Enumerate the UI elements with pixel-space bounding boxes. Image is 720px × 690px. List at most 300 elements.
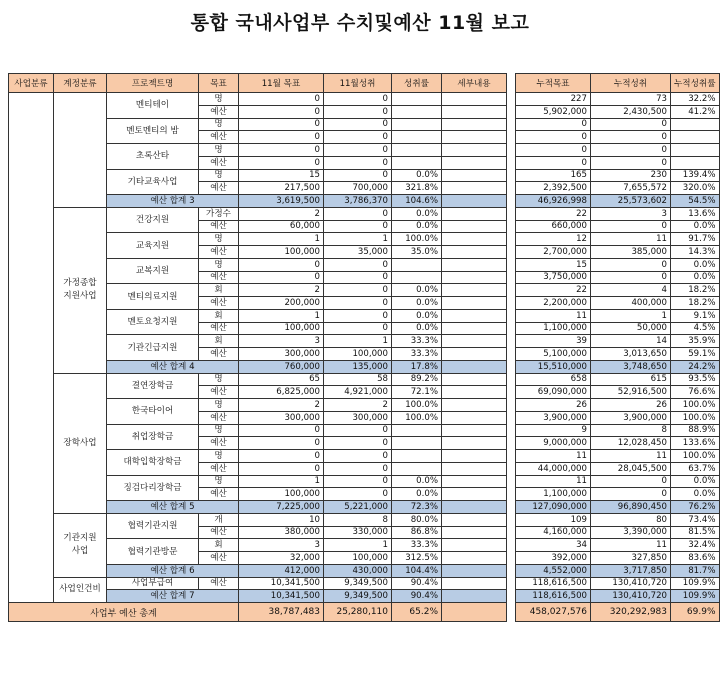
project-name: 사업부급여 bbox=[107, 577, 199, 590]
cum-achieved-cell: 4 bbox=[591, 284, 671, 297]
achieved-cell: 0 bbox=[324, 450, 392, 463]
cum-achieved-cell: 80 bbox=[591, 513, 671, 526]
cum-achieved-cell: 26 bbox=[591, 399, 671, 412]
cumulative-table bbox=[515, 73, 720, 622]
achieved-cell: 0 bbox=[324, 297, 392, 310]
cum-achieved-cell: 0 bbox=[591, 475, 671, 488]
achieved-cell: 9,349,500 bbox=[324, 577, 392, 590]
cum-goal-cell: 165 bbox=[516, 169, 591, 182]
grand-total-label: 사업부 예산 총계 bbox=[9, 603, 239, 622]
table-row bbox=[516, 399, 720, 412]
column-header: 사업분류 bbox=[9, 74, 54, 93]
cum-rate-cell: 63.7% bbox=[671, 462, 720, 475]
cum-achieved-cell: 3,390,000 bbox=[591, 526, 671, 539]
table-row bbox=[516, 169, 720, 182]
cum-goal-cell: 127,090,000 bbox=[516, 501, 591, 514]
unit-cell: 예산 bbox=[199, 437, 239, 450]
cum-goal-cell: 109 bbox=[516, 513, 591, 526]
unit-cell: 예산 bbox=[199, 348, 239, 361]
table-row bbox=[516, 488, 720, 501]
achieved-cell: 0 bbox=[324, 207, 392, 220]
unit-cell: 명 bbox=[199, 475, 239, 488]
unit-cell: 예산 bbox=[199, 271, 239, 284]
table-row bbox=[516, 552, 720, 565]
table-row bbox=[516, 322, 720, 335]
cum-achieved-cell: 1 bbox=[591, 309, 671, 322]
cum-goal-cell: 39 bbox=[516, 335, 591, 348]
cum-achieved-cell: 28,045,500 bbox=[591, 462, 671, 475]
column-header: 성취률 bbox=[392, 74, 442, 93]
detail-cell bbox=[442, 169, 507, 182]
goal-cell: 10,341,500 bbox=[239, 577, 324, 590]
account-category-cell: 장학사업 bbox=[54, 373, 107, 513]
table-row bbox=[516, 258, 720, 271]
cum-achieved-cell: 2,430,500 bbox=[591, 105, 671, 118]
cum-rate-cell: 100.0% bbox=[671, 399, 720, 412]
unit-cell: 예산 bbox=[199, 182, 239, 195]
achieved-cell: 0 bbox=[324, 93, 392, 106]
project-name: 협력기관방문 bbox=[107, 539, 199, 565]
cum-goal-cell: 9 bbox=[516, 424, 591, 437]
business-category-cell bbox=[9, 93, 54, 603]
unit-cell: 회 bbox=[199, 309, 239, 322]
table-row bbox=[516, 220, 720, 233]
unit-cell: 명 bbox=[199, 399, 239, 412]
rate-cell bbox=[392, 462, 442, 475]
detail-cell bbox=[442, 539, 507, 552]
project-name: 협력기관지원 bbox=[107, 513, 199, 539]
achieved-cell: 0 bbox=[324, 271, 392, 284]
table-row bbox=[516, 373, 720, 386]
detail-cell bbox=[442, 373, 507, 386]
rate-cell: 312.5% bbox=[392, 552, 442, 565]
cum-achieved-cell: 0 bbox=[591, 131, 671, 144]
achieved-cell: 0 bbox=[324, 169, 392, 182]
unit-cell: 예산 bbox=[199, 131, 239, 144]
detail-cell bbox=[442, 564, 507, 577]
table-row bbox=[9, 93, 507, 106]
table-row bbox=[9, 207, 507, 220]
account-category-cell bbox=[54, 93, 107, 208]
detail-cell bbox=[442, 309, 507, 322]
table-row bbox=[516, 526, 720, 539]
cum-goal-cell: 22 bbox=[516, 284, 591, 297]
detail-cell bbox=[442, 93, 507, 106]
cum-achieved-cell: 3 bbox=[591, 207, 671, 220]
goal-cell: 60,000 bbox=[239, 220, 324, 233]
detail-cell bbox=[442, 411, 507, 424]
project-name: 교육지원 bbox=[107, 233, 199, 259]
monthly-table bbox=[8, 73, 507, 622]
rate-cell: 90.4% bbox=[392, 590, 442, 603]
achieved-cell: 700,000 bbox=[324, 182, 392, 195]
unit-cell: 명 bbox=[199, 233, 239, 246]
rate-cell: 100.0% bbox=[392, 233, 442, 246]
unit-cell: 가정수 bbox=[199, 207, 239, 220]
achieved-cell: 0 bbox=[324, 220, 392, 233]
goal-cell: 2 bbox=[239, 207, 324, 220]
table-row bbox=[516, 246, 720, 259]
rate-cell: 0.0% bbox=[392, 297, 442, 310]
detail-cell bbox=[442, 386, 507, 399]
cum-rate-cell: 100.0% bbox=[671, 450, 720, 463]
rate-cell: 86.8% bbox=[392, 526, 442, 539]
achieved-cell: 0 bbox=[324, 488, 392, 501]
cum-rate-cell: 13.6% bbox=[671, 207, 720, 220]
cum-goal-cell: 11 bbox=[516, 450, 591, 463]
achieved-cell: 9,349,500 bbox=[324, 590, 392, 603]
goal-cell: 0 bbox=[239, 258, 324, 271]
cum-goal-cell: 2,392,500 bbox=[516, 182, 591, 195]
unit-cell: 예산 bbox=[199, 386, 239, 399]
achieved-cell: 4,921,000 bbox=[324, 386, 392, 399]
achieved-cell: 100,000 bbox=[324, 348, 392, 361]
cum-achieved-cell: 0 bbox=[591, 271, 671, 284]
cum-achieved-cell: 3,900,000 bbox=[591, 411, 671, 424]
goal-cell: 10 bbox=[239, 513, 324, 526]
detail-cell bbox=[442, 348, 507, 361]
achieved-cell: 0 bbox=[324, 437, 392, 450]
cum-rate-cell: 81.7% bbox=[671, 564, 720, 577]
achieved-cell: 0 bbox=[324, 118, 392, 131]
cum-goal-cell: 4,552,000 bbox=[516, 564, 591, 577]
cum-goal-cell: 12 bbox=[516, 233, 591, 246]
cum-goal-cell: 1,100,000 bbox=[516, 488, 591, 501]
cum-goal-cell: 2,200,000 bbox=[516, 297, 591, 310]
subtotal-row bbox=[516, 590, 720, 603]
unit-cell: 예산 bbox=[199, 322, 239, 335]
goal-cell: 1 bbox=[239, 475, 324, 488]
cum-achieved-cell: 8 bbox=[591, 424, 671, 437]
column-header: 누적목표 bbox=[516, 74, 591, 93]
detail-cell bbox=[442, 488, 507, 501]
cum-goal-cell: 658 bbox=[516, 373, 591, 386]
goal-cell: 1 bbox=[239, 233, 324, 246]
rate-cell bbox=[392, 271, 442, 284]
table-row bbox=[516, 271, 720, 284]
column-header: 계정분류 bbox=[54, 74, 107, 93]
achieved-cell: 5,221,000 bbox=[324, 501, 392, 514]
unit-cell: 명 bbox=[199, 144, 239, 157]
goal-cell: 0 bbox=[239, 462, 324, 475]
unit-cell: 회 bbox=[199, 335, 239, 348]
rate-cell: 0.0% bbox=[392, 322, 442, 335]
rate-cell: 0.0% bbox=[392, 220, 442, 233]
table-row bbox=[516, 450, 720, 463]
unit-cell: 예산 bbox=[199, 552, 239, 565]
grand-total-row bbox=[9, 603, 507, 622]
cum-achieved-cell: 7,655,572 bbox=[591, 182, 671, 195]
achieved-cell: 0 bbox=[324, 424, 392, 437]
table-row bbox=[516, 131, 720, 144]
table-row bbox=[516, 462, 720, 475]
unit-cell: 명 bbox=[199, 118, 239, 131]
rate-cell: 100.0% bbox=[392, 411, 442, 424]
goal-cell: 6,825,000 bbox=[239, 386, 324, 399]
project-name: 건강지원 bbox=[107, 207, 199, 233]
rate-cell: 0.0% bbox=[392, 475, 442, 488]
achieved-cell: 100,000 bbox=[324, 552, 392, 565]
cum-goal-cell: 9,000,000 bbox=[516, 437, 591, 450]
project-name: 한국타이어 bbox=[107, 399, 199, 425]
detail-cell bbox=[442, 131, 507, 144]
detail-cell bbox=[442, 220, 507, 233]
cum-achieved-cell: 3,717,850 bbox=[591, 564, 671, 577]
detail-cell bbox=[442, 207, 507, 220]
goal-cell: 65 bbox=[239, 373, 324, 386]
rate-cell: 90.4% bbox=[392, 577, 442, 590]
cum-achieved-cell: 11 bbox=[591, 450, 671, 463]
cum-goal-cell: 2,700,000 bbox=[516, 246, 591, 259]
detail-cell bbox=[442, 156, 507, 169]
cum-rate-cell: 133.6% bbox=[671, 437, 720, 450]
detail-cell bbox=[442, 182, 507, 195]
cum-goal-cell: 5,902,000 bbox=[516, 105, 591, 118]
grand-total-row bbox=[516, 603, 720, 622]
achieved-cell: 0 bbox=[324, 156, 392, 169]
cum-rate-cell: 76.6% bbox=[671, 386, 720, 399]
goal-cell: 15 bbox=[239, 169, 324, 182]
achieved-cell: 3,786,370 bbox=[324, 195, 392, 208]
goal-cell: 3,619,500 bbox=[239, 195, 324, 208]
unit-cell: 회 bbox=[199, 539, 239, 552]
cum-rate-cell: 109.9% bbox=[671, 590, 720, 603]
cum-achieved-cell: 3,748,650 bbox=[591, 360, 671, 373]
rate-cell: 72.3% bbox=[392, 501, 442, 514]
table-row bbox=[516, 284, 720, 297]
subtotal-row bbox=[516, 501, 720, 514]
project-name: 징검다리장학금 bbox=[107, 475, 199, 501]
cum-achieved-cell: 130,410,720 bbox=[591, 577, 671, 590]
subtotal-row bbox=[516, 360, 720, 373]
unit-cell: 예산 bbox=[199, 526, 239, 539]
subtotal-row bbox=[516, 195, 720, 208]
cum-rate-cell: 0.0% bbox=[671, 220, 720, 233]
column-header: 목표 bbox=[199, 74, 239, 93]
goal-cell: 0 bbox=[239, 131, 324, 144]
cum-achieved-cell: 0 bbox=[591, 220, 671, 233]
goal-cell: 100,000 bbox=[239, 246, 324, 259]
table-row bbox=[516, 144, 720, 157]
cum-rate-cell: 76.2% bbox=[671, 501, 720, 514]
cum-achieved-cell: 3,013,650 bbox=[591, 348, 671, 361]
table-row bbox=[516, 386, 720, 399]
cum-achieved-cell: 14 bbox=[591, 335, 671, 348]
achieved-cell: 1 bbox=[324, 233, 392, 246]
grand-total-cum-goal: 458,027,576 bbox=[516, 603, 591, 622]
account-category-cell: 기관지원 사업 bbox=[54, 513, 107, 577]
achieved-cell: 0 bbox=[324, 284, 392, 297]
grand-total-cum-achieved: 320,292,983 bbox=[591, 603, 671, 622]
cum-rate-cell bbox=[671, 118, 720, 131]
rate-cell bbox=[392, 156, 442, 169]
detail-cell bbox=[442, 450, 507, 463]
goal-cell: 217,500 bbox=[239, 182, 324, 195]
cum-rate-cell: 9.1% bbox=[671, 309, 720, 322]
goal-cell: 32,000 bbox=[239, 552, 324, 565]
cum-achieved-cell: 327,850 bbox=[591, 552, 671, 565]
unit-cell: 예산 bbox=[199, 577, 239, 590]
project-name: 멘토멘티의 밤 bbox=[107, 118, 199, 144]
project-name: 멘토요청지원 bbox=[107, 309, 199, 335]
goal-cell: 1 bbox=[239, 309, 324, 322]
table-row bbox=[516, 424, 720, 437]
rate-cell: 33.3% bbox=[392, 335, 442, 348]
cum-goal-cell: 0 bbox=[516, 144, 591, 157]
cum-rate-cell: 18.2% bbox=[671, 284, 720, 297]
cum-rate-cell: 91.7% bbox=[671, 233, 720, 246]
table-row bbox=[516, 93, 720, 106]
rate-cell bbox=[392, 105, 442, 118]
cum-rate-cell bbox=[671, 156, 720, 169]
project-name: 대학입학장학금 bbox=[107, 450, 199, 476]
goal-cell: 0 bbox=[239, 118, 324, 131]
detail-cell bbox=[442, 399, 507, 412]
table-row bbox=[516, 309, 720, 322]
cum-achieved-cell: 12,028,450 bbox=[591, 437, 671, 450]
subtotal-label: 예산 합계 3 bbox=[107, 195, 239, 208]
cum-rate-cell: 109.9% bbox=[671, 577, 720, 590]
achieved-cell: 0 bbox=[324, 258, 392, 271]
unit-cell: 명 bbox=[199, 169, 239, 182]
detail-cell bbox=[442, 501, 507, 514]
project-name: 결연장학금 bbox=[107, 373, 199, 399]
cum-goal-cell: 227 bbox=[516, 93, 591, 106]
cum-achieved-cell: 0 bbox=[591, 488, 671, 501]
rate-cell: 0.0% bbox=[392, 309, 442, 322]
detail-cell bbox=[442, 577, 507, 590]
grand-total-goal: 38,787,483 bbox=[239, 603, 324, 622]
cum-goal-cell: 44,000,000 bbox=[516, 462, 591, 475]
subtotal-label: 예산 합계 4 bbox=[107, 360, 239, 373]
rate-cell: 321.8% bbox=[392, 182, 442, 195]
table-row bbox=[516, 118, 720, 131]
rate-cell: 33.3% bbox=[392, 348, 442, 361]
account-category-cell: 사업인건비 bbox=[54, 577, 107, 603]
achieved-cell: 8 bbox=[324, 513, 392, 526]
cum-rate-cell: 24.2% bbox=[671, 360, 720, 373]
detail-cell bbox=[442, 284, 507, 297]
rate-cell: 0.0% bbox=[392, 488, 442, 501]
cum-goal-cell: 3,900,000 bbox=[516, 411, 591, 424]
table-row bbox=[516, 207, 720, 220]
goal-cell: 760,000 bbox=[239, 360, 324, 373]
goal-cell: 2 bbox=[239, 284, 324, 297]
goal-cell: 100,000 bbox=[239, 322, 324, 335]
detail-cell bbox=[442, 360, 507, 373]
cum-achieved-cell: 385,000 bbox=[591, 246, 671, 259]
cum-rate-cell: 139.4% bbox=[671, 169, 720, 182]
rate-cell bbox=[392, 131, 442, 144]
column-header: 11월 목표 bbox=[239, 74, 324, 93]
detail-cell bbox=[442, 105, 507, 118]
rate-cell: 104.6% bbox=[392, 195, 442, 208]
goal-cell: 0 bbox=[239, 93, 324, 106]
goal-cell: 10,341,500 bbox=[239, 590, 324, 603]
cum-rate-cell: 0.0% bbox=[671, 271, 720, 284]
rate-cell bbox=[392, 118, 442, 131]
achieved-cell: 35,000 bbox=[324, 246, 392, 259]
detail-cell bbox=[442, 233, 507, 246]
cum-rate-cell bbox=[671, 144, 720, 157]
table-row bbox=[9, 577, 507, 590]
detail-cell bbox=[442, 297, 507, 310]
rate-cell: 35.0% bbox=[392, 246, 442, 259]
cum-achieved-cell: 11 bbox=[591, 233, 671, 246]
detail-cell bbox=[442, 590, 507, 603]
goal-cell: 0 bbox=[239, 144, 324, 157]
unit-cell: 예산 bbox=[199, 156, 239, 169]
achieved-cell: 1 bbox=[324, 539, 392, 552]
cum-achieved-cell: 130,410,720 bbox=[591, 590, 671, 603]
goal-cell: 0 bbox=[239, 450, 324, 463]
goal-cell: 0 bbox=[239, 156, 324, 169]
rate-cell: 0.0% bbox=[392, 169, 442, 182]
unit-cell: 회 bbox=[199, 284, 239, 297]
goal-cell: 300,000 bbox=[239, 411, 324, 424]
cum-goal-cell: 1,100,000 bbox=[516, 322, 591, 335]
detail-cell bbox=[442, 144, 507, 157]
cum-rate-cell: 59.1% bbox=[671, 348, 720, 361]
table-row bbox=[516, 513, 720, 526]
project-name: 교복지원 bbox=[107, 258, 199, 284]
detail-cell bbox=[442, 526, 507, 539]
rate-cell: 17.8% bbox=[392, 360, 442, 373]
detail-cell bbox=[442, 322, 507, 335]
goal-cell: 0 bbox=[239, 424, 324, 437]
cum-goal-cell: 0 bbox=[516, 156, 591, 169]
grand-total-cum-rate: 69.9% bbox=[671, 603, 720, 622]
cum-rate-cell: 14.3% bbox=[671, 246, 720, 259]
table-row bbox=[516, 411, 720, 424]
table-row bbox=[9, 373, 507, 386]
achieved-cell: 0 bbox=[324, 322, 392, 335]
unit-cell: 명 bbox=[199, 450, 239, 463]
project-name: 취업장학금 bbox=[107, 424, 199, 450]
cum-rate-cell: 81.5% bbox=[671, 526, 720, 539]
goal-cell: 380,000 bbox=[239, 526, 324, 539]
rate-cell: 89.2% bbox=[392, 373, 442, 386]
table-row bbox=[516, 475, 720, 488]
table-row bbox=[516, 233, 720, 246]
cum-achieved-cell: 0 bbox=[591, 144, 671, 157]
cum-rate-cell: 4.5% bbox=[671, 322, 720, 335]
grand-total-achieved: 25,280,110 bbox=[324, 603, 392, 622]
cum-rate-cell: 88.9% bbox=[671, 424, 720, 437]
achieved-cell: 330,000 bbox=[324, 526, 392, 539]
cum-goal-cell: 660,000 bbox=[516, 220, 591, 233]
goal-cell: 0 bbox=[239, 105, 324, 118]
achieved-cell: 300,000 bbox=[324, 411, 392, 424]
subtotal-row bbox=[516, 564, 720, 577]
cum-achieved-cell: 96,890,450 bbox=[591, 501, 671, 514]
subtotal-label: 예산 합계 6 bbox=[107, 564, 239, 577]
cum-goal-cell: 11 bbox=[516, 475, 591, 488]
project-name: 초록산타 bbox=[107, 144, 199, 170]
achieved-cell: 0 bbox=[324, 105, 392, 118]
achieved-cell: 0 bbox=[324, 144, 392, 157]
detail-cell bbox=[442, 552, 507, 565]
goal-cell: 3 bbox=[239, 335, 324, 348]
rate-cell: 0.0% bbox=[392, 207, 442, 220]
cum-goal-cell: 69,090,000 bbox=[516, 386, 591, 399]
cum-rate-cell: 83.6% bbox=[671, 552, 720, 565]
cum-rate-cell: 0.0% bbox=[671, 475, 720, 488]
detail-cell bbox=[442, 246, 507, 259]
cum-achieved-cell: 0 bbox=[591, 156, 671, 169]
table-row bbox=[516, 182, 720, 195]
cum-achieved-cell: 52,916,500 bbox=[591, 386, 671, 399]
